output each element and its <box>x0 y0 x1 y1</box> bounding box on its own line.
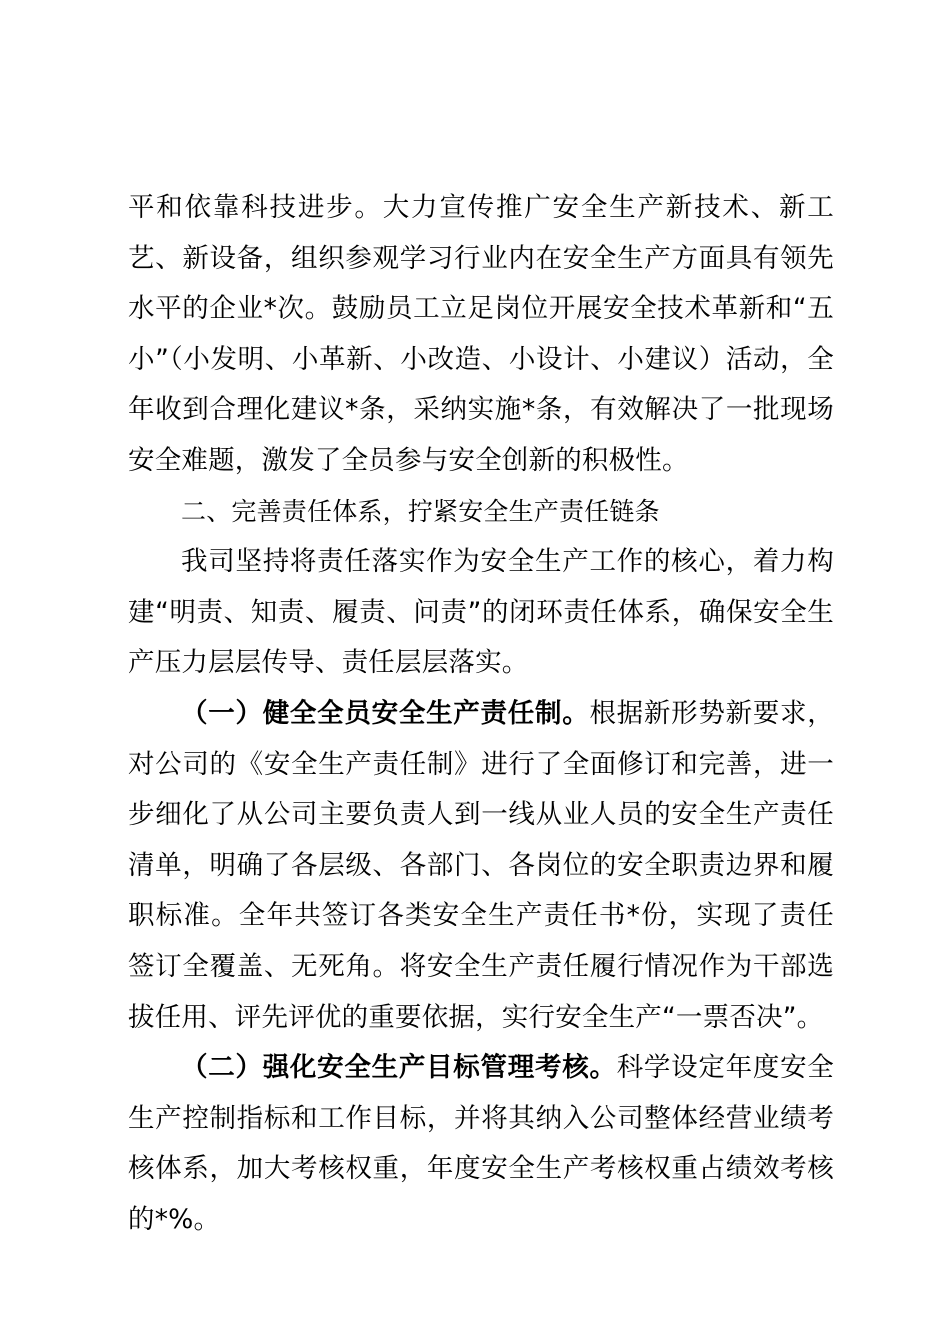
paragraph-text: 平和依靠科技进步。大力宣传推广安全生产新技术、新工艺、新设备，组织参观学习行业内在安全生产方面具有领先水平的企业*次。鼓励员工立足岗位开展安全技术革新和“五小”（小发明、小革新、小改造、小设计、小建议）活动，全年收到合理化建议*条，采纳实施*条，有效解决了一批现场安全难题，激发了全员参与安全创新的积极性。 <box>128 192 834 476</box>
paragraph-tech-progress <box>128 183 834 487</box>
paragraph-responsibility-intro <box>128 537 834 689</box>
paragraph-text: 我司坚持将责任落实作为安全生产工作的核心，着力构建“明责、知责、履责、问责”的闭环责任体系，确保安全生产压力层层传导、责任层层落实。 <box>128 546 834 679</box>
subsection-title: （二）强化安全生产目标管理考核。 <box>181 1052 617 1084</box>
document-page <box>128 183 834 1245</box>
subsection-title: （一）健全全员安全生产责任制。 <box>181 697 590 729</box>
subsection-full-staff-responsibility <box>128 689 834 1043</box>
paragraph-text: 科学设定年度安全生产控制指标和工作目标，并将其纳入公司整体经营业绩考核体系，加大考核权重，年度安全生产考核权重占绩效考核的*%。 <box>128 1052 834 1235</box>
subsection-target-assessment <box>128 1043 834 1245</box>
heading-text: 二、完善责任体系，拧紧安全生产责任链条 <box>181 496 660 526</box>
paragraph-text: 根据新形势新要求，对公司的《安全生产责任制》进行了全面修订和完善，进一步细化了从公司主要负责人到一线从业人员的安全生产责任清单，明确了各层级、各部门、各岗位的安全职责边界和履职标准。全年共签订各类安全生产责任书*份，实现了责任签订全覆盖、无死角。将安全生产责任履行情况作为干部选拔任用、评先评优的重要依据，实行安全生产“一票否决”。 <box>128 697 834 1033</box>
section-heading-responsibility-system <box>128 487 834 538</box>
